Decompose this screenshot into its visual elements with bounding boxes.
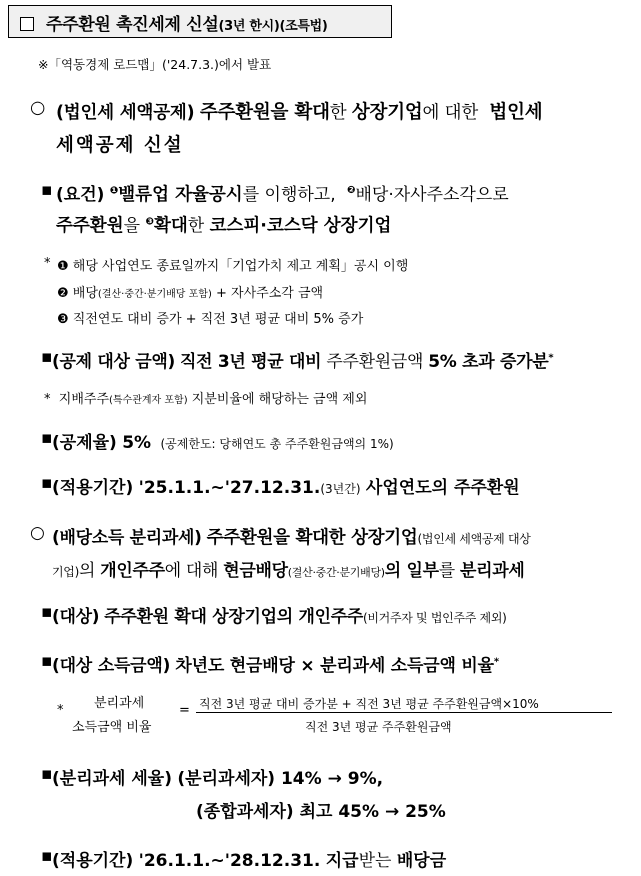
req-note-1: ❶ 해당 사업연도 종료일까지「기업가치 제고 계획」공시 이행 — [57, 259, 409, 274]
taxrate-line1: (분리과세 세율) (분리과세자) 14% → 9%, — [52, 769, 384, 789]
section1-line1: (법인세 세액공제) 주주환원을 확대한 상장기업에 대한 법인세 — [56, 102, 543, 123]
req-note-star: * — [44, 256, 51, 271]
amount-bullet: ▪ — [41, 347, 53, 367]
req-note-3: ❸ 직전연도 대비 증가 + 직전 3년 평균 대비 5% 증가 — [57, 312, 364, 327]
taxrate-line2: (종합과세자) 최고 45% → 25% — [196, 802, 446, 822]
income-bullet: ▪ — [41, 651, 53, 671]
formula-numerator: 직전 3년 평균 대비 증가분 + 직전 3년 평균 주주환원금액×10% — [199, 697, 539, 711]
section2-line1: (배당소득 분리과세) 주주환원을 확대한 상장기업(법인세 세액공제 대상 — [52, 528, 531, 548]
req-line2: 주주환원을 $^❸$확대한 코스피·코스닥 상장기업 — [56, 216, 392, 236]
rate-line: (공제율) 5% (공제한도: 당해연도 총 주주환원금액의 1%) — [52, 433, 394, 453]
section2-bullet: ○ — [30, 523, 45, 543]
req-bullet: ▪ — [41, 180, 53, 200]
period2-line: (적용기간) '26.1.1.~'28.12.31. 지급받는 배당금 — [52, 851, 447, 871]
checkbox-square-icon — [20, 17, 34, 31]
section1-line2: 세액공제 신설 — [56, 135, 184, 156]
taxrate-bullet: ▪ — [41, 764, 53, 784]
formula-lhs-1: 분리과세 — [94, 696, 145, 711]
formula-equals: = — [179, 703, 190, 718]
period1-bullet: ▪ — [41, 473, 53, 493]
period2-bullet: ▪ — [41, 846, 53, 866]
formula-lhs-2: 소득금액 비율 — [72, 720, 152, 735]
rate-bullet: ▪ — [41, 428, 53, 448]
fraction-line — [196, 712, 612, 713]
formula-denominator: 직전 3년 평균 주주환원금액 — [305, 720, 452, 734]
source-note: ※「역동경제 로드맵」('24.7.3.)에서 발표 — [38, 57, 272, 72]
target-bullet: ▪ — [41, 602, 53, 622]
period1-line: (적용기간) '25.1.1.~'27.12.31.(3년간) 사업연도의 주주환원 — [52, 478, 520, 498]
target-line: (대상) 주주환원 확대 상장기업의 개인주주(비거주자 및 법인주주 제외) — [52, 607, 507, 627]
income-line: (대상 소득금액) 차년도 현금배당 × 분리과세 소득금액 비율* — [52, 656, 499, 676]
amount-note: * 지배주주(특수관계자 포함) 지분비율에 해당하는 금액 제외 — [44, 392, 368, 407]
page-title: 주주환원 촉진세제 신설(3년 한시)(조특법) — [20, 10, 328, 35]
section2-line2: 기업)의 개인주주에 대해 현금배당(결산·중간·분기배당)의 일부를 분리과세 — [52, 561, 525, 581]
formula-star: * — [57, 703, 64, 718]
req-line1: (요건) $^❶$밸류업 자율공시를 이행하고, $^❷$배당·자사주소각으로 — [56, 185, 509, 205]
req-note-2: ❷ 배당(결산·중간·분기배당 포함) + 자사주소각 금액 — [57, 286, 324, 301]
section1-bullet: ○ — [30, 98, 46, 118]
amount-line: (공제 대상 금액) 직전 3년 평균 대비 주주환원금액 5% 초과 증가분* — [52, 352, 554, 372]
